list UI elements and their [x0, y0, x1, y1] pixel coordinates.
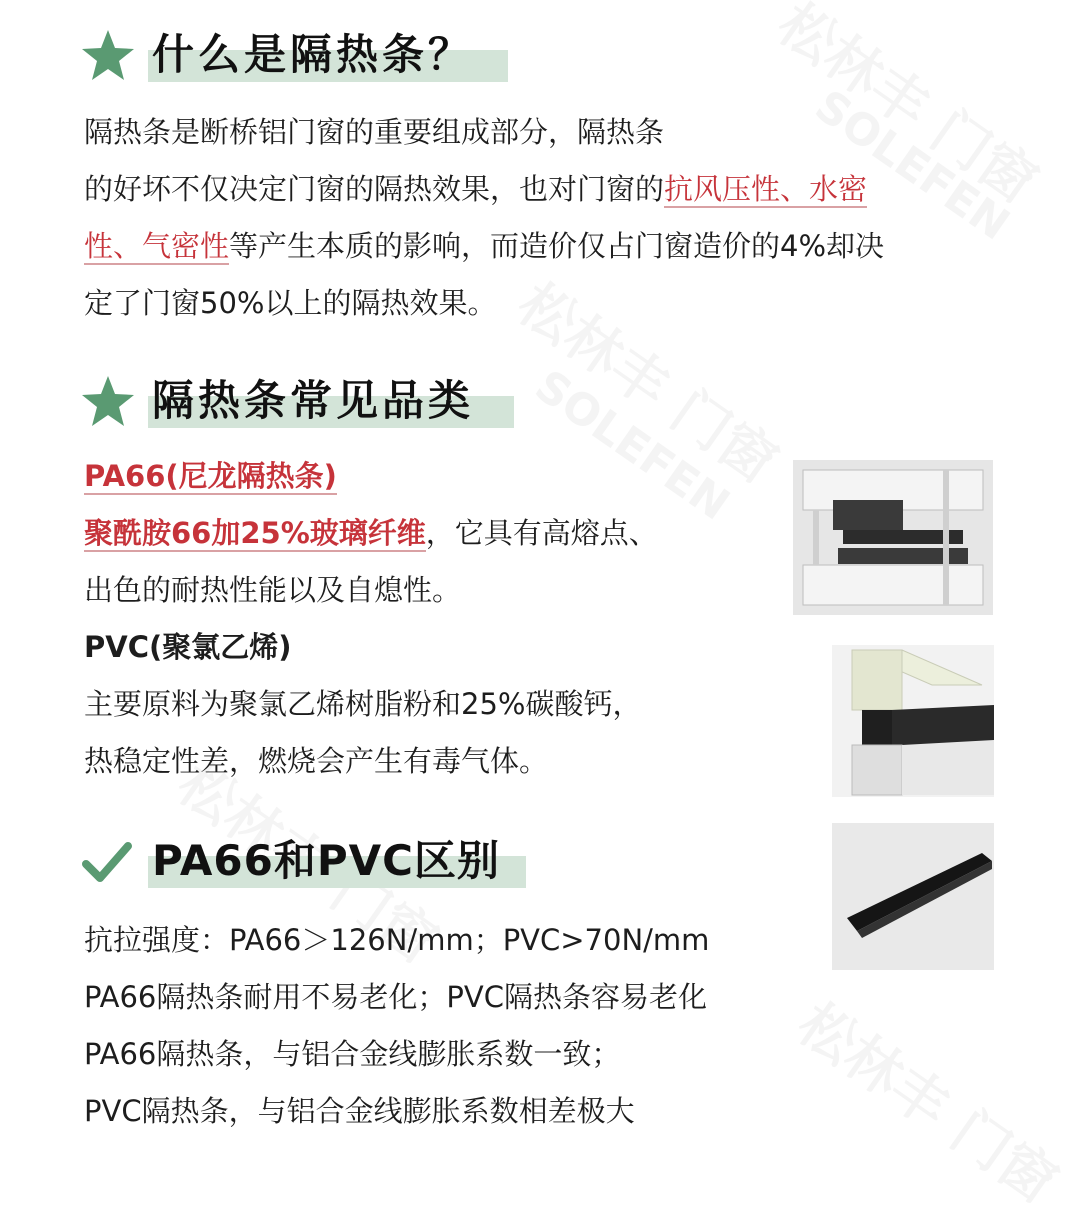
text-line: 隔热条是断桥铝门窗的重要组成部分，隔热条: [84, 115, 665, 149]
star-icon: [80, 374, 136, 430]
text-line: 聚酰胺66加25%玻璃纤维，它具有高熔点、: [84, 516, 658, 550]
star-icon: [80, 28, 136, 84]
text-line: PVC隔热条，与铝合金线膨胀系数相差极大: [84, 1094, 635, 1128]
pa66-title: PA66(尼龙隔热条): [84, 459, 337, 493]
highlight-text: 聚酰胺66加25%玻璃纤维: [84, 516, 426, 550]
section-title: 隔热条常见品类: [152, 376, 475, 425]
watermark-cn: [784, 981, 1075, 1218]
text-line: 出色的耐热性能以及自熄性。: [84, 573, 462, 607]
intro-paragraph: [84, 104, 884, 332]
text-line: 的好坏不仅决定门窗的隔热效果，也对门窗的抗风压性、水密: [84, 172, 868, 206]
checkmark-icon: [80, 834, 136, 890]
section-title: 什么是隔热条？: [152, 30, 475, 79]
difference-list: [84, 912, 709, 1140]
text-line: 性、气密性等产生本质的影响，而造价仅占门窗造价的4%却决: [84, 229, 885, 263]
text-line: 定了门窗50%以上的隔热效果。: [84, 286, 497, 320]
pa66-profile-image: [793, 460, 993, 615]
types-paragraph: [84, 448, 658, 790]
section-header-what-is: [80, 22, 520, 82]
section-header-difference: [80, 828, 540, 888]
text-line: 热稳定性差，燃烧会产生有毒气体。: [84, 744, 549, 778]
pvc-profile-image: [832, 645, 994, 797]
section-header-types: [80, 368, 520, 428]
highlight-text: 抗风压性、水密: [664, 172, 868, 206]
text-line: 抗拉强度：PA66＞126N/mm；PVC>70N/mm: [84, 923, 710, 957]
section-title: PA66和PVC区别: [152, 836, 500, 885]
highlight-text: 性、气密性: [84, 229, 230, 263]
pvc-title: PVC(聚氯乙烯): [84, 630, 292, 664]
text-line: 主要原料为聚氯乙烯树脂粉和25%碳酸钙，: [84, 687, 642, 721]
pvc-strip-image: [832, 823, 994, 970]
text-line: PA66隔热条耐用不易老化；PVC隔热条容易老化: [84, 980, 707, 1014]
text-line: PA66隔热条，与铝合金线膨胀系数一致；: [84, 1037, 621, 1071]
